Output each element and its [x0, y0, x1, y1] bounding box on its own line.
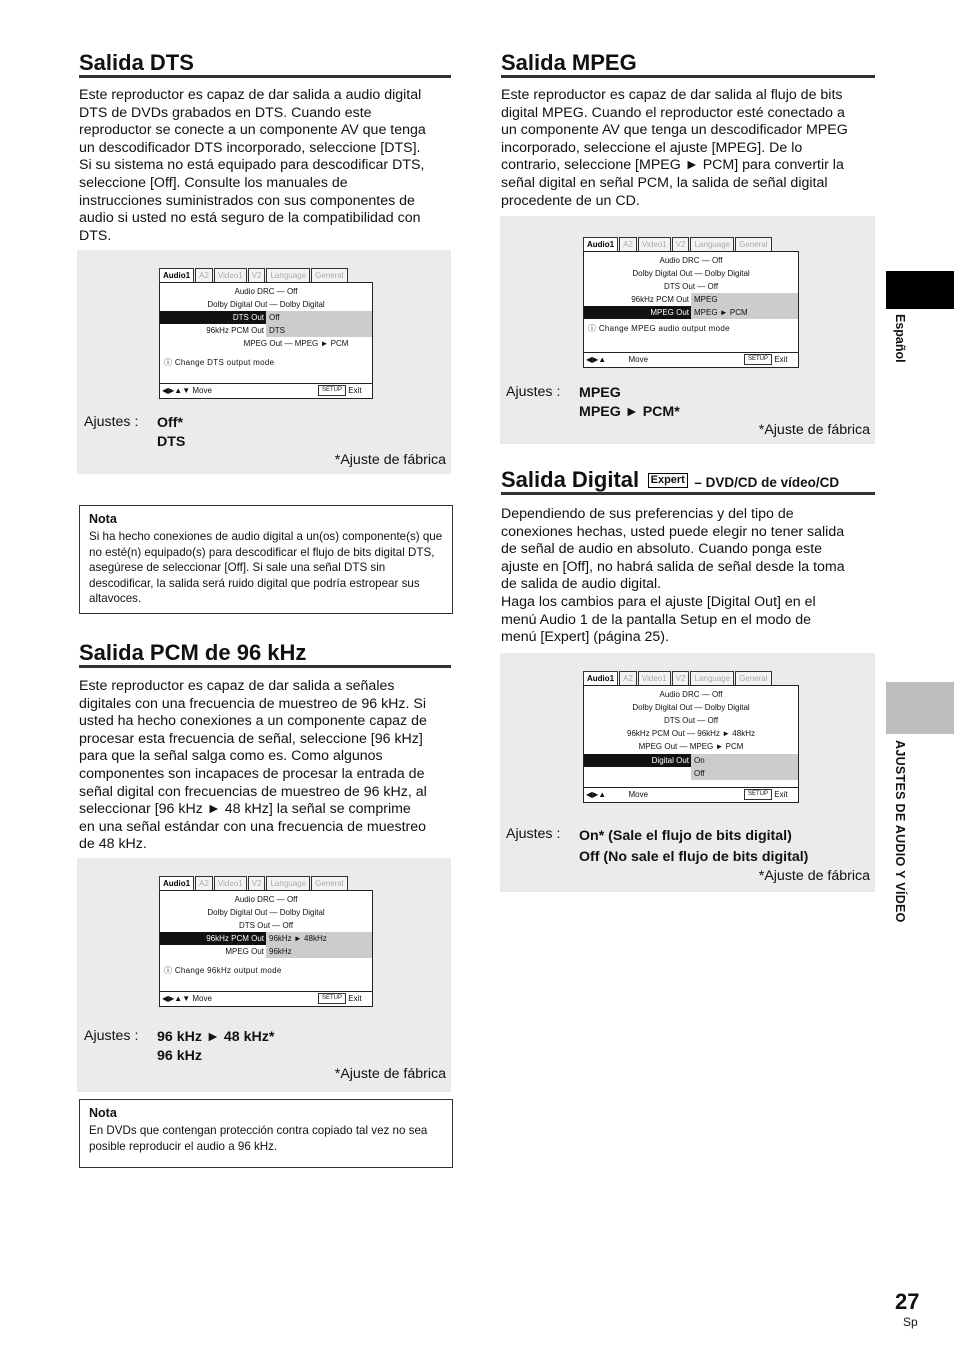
pcm-osd-screen [159, 876, 373, 1007]
osd-row-selected: MPEG Out MPEG ► PCM [584, 306, 798, 319]
osd-row: Audio DRC — Off [234, 895, 298, 904]
dts-fabrica-note: *Ajuste de fábrica [334, 452, 446, 468]
osd-row: Dolby Digital Out — Dolby Digital [632, 269, 750, 278]
osd-tabs [159, 268, 373, 282]
info-icon: ⓘ [588, 324, 599, 333]
osd-menu [583, 685, 799, 803]
osd-footer: ◀▶▲▼ Move SETUP Exit [160, 991, 372, 1006]
osd-tabs [159, 876, 373, 890]
nota-dts: Nota Si ha hecho conexiones de audio digital a un(os) componente(s) que no esté(n) equipado(s) para descodificar el flujo de bits digital DTS, asegúrese de seleccionar [Off]. Si sale una señal DTS sin descodificar, la salida será ruido digital que podría estropear sus altavoces. [79, 505, 453, 614]
pcm-fabrica-note: *Ajuste de fábrica [334, 1066, 446, 1082]
dts-title: Salida DTS [79, 50, 194, 75]
osd-tabs [583, 671, 799, 685]
tab-general: General [311, 268, 347, 282]
arrow-keys-icon: ◀▶▲ [586, 355, 607, 364]
osd-row: MPEG Out 96kHz [160, 945, 372, 958]
tab-audio1: Audio1 [583, 237, 618, 251]
tab-general: General [735, 671, 771, 685]
tab-a2: A2 [619, 237, 637, 251]
digital-fabrica-note: *Ajuste de fábrica [758, 868, 870, 884]
side-tab-black [886, 271, 954, 309]
side-language-label: Español [893, 314, 907, 363]
osd-footer: ◀▶▲ Move SETUP Exit [584, 787, 798, 802]
digital-osd-screen [583, 671, 799, 803]
digital-settings-panel [500, 653, 875, 892]
tab-audio1: Audio1 [159, 268, 194, 282]
osd-info: ⓘ Change DTS output mode [164, 358, 275, 367]
mpeg-title-rule [501, 75, 875, 78]
pcm-settings-panel [77, 858, 451, 1092]
digital-title-rule [501, 492, 875, 495]
osd-row: DTS Out — Off [663, 282, 719, 291]
tab-language: Language [690, 671, 734, 685]
osd-row: Dolby Digital Out — Dolby Digital [207, 300, 325, 309]
dts-ajustes-label: Ajustes : [84, 414, 139, 430]
dts-ajustes-values: Off* DTS [157, 415, 186, 450]
tab-video1: Video1 [214, 876, 247, 890]
tab-video1: Video1 [638, 671, 671, 685]
osd-menu [159, 890, 373, 1007]
digital-heading [501, 467, 839, 493]
digital-body: Dependiendo de sus preferencias y del tipo de conexiones hechas, usted puede elegir no tener salida de señal de audio en absoluto. Cuando ponga este ajuste en [Off], no habrá salida de señal desde la toma de salida de audio digital. Haga los cambios para el ajuste [Digital Out] en el menú Audio 1 de la pantalla Setup en el modo de menú [Expert] (página 25). [501, 506, 845, 646]
tab-v2: V2 [672, 671, 690, 685]
tab-language: Language [266, 876, 310, 890]
tab-video1: Video1 [214, 268, 247, 282]
osd-row: 96kHz PCM Out — 96kHz ► 48kHz [627, 729, 755, 738]
osd-row-selected: 96kHz PCM Out 96kHz ► 48kHz [160, 932, 372, 945]
dts-osd-screen [159, 268, 373, 399]
dts-body: Este reproductor es capaz de dar salida a audio digital DTS de DVDs grabados en DTS. Cuando este reproductor se conecte a un componente AV que tenga un descodificador DTS incorporado, seleccione [DTS]. Si su sistema no está equipado para descodificar DTS, seleccione [Off]. Consulte los manuales de instrucciones suministrados con sus componentes de audio si usted no está seguro de la compatibilidad con DTS. [79, 87, 426, 244]
tab-video1: Video1 [638, 237, 671, 251]
osd-row: MPEG Out — MPEG ► PCM [243, 339, 349, 348]
osd-tabs [583, 237, 799, 251]
mpeg-fabrica-note: *Ajuste de fábrica [758, 422, 870, 438]
page-lang-code: Sp [903, 1315, 918, 1329]
expert-badge: Expert [648, 473, 688, 488]
tab-general: General [735, 237, 771, 251]
osd-info: ⓘ Change MPEG audio output mode [588, 324, 730, 333]
tab-language: Language [266, 268, 310, 282]
osd-row: Audio DRC — Off [659, 690, 723, 699]
osd-row: 96kHz PCM Out MPEG [584, 293, 798, 306]
osd-footer: ◀▶▲▼ Move SETUP Exit [160, 383, 372, 398]
osd-row-selected: Digital Out On [584, 754, 798, 767]
tab-v2: V2 [672, 237, 690, 251]
mpeg-settings-panel [500, 216, 875, 444]
pcm-ajustes-values: 96 kHz ► 48 kHz* 96 kHz [157, 1029, 275, 1064]
tab-v2: V2 [248, 876, 266, 890]
osd-row: Dolby Digital Out — Dolby Digital [207, 908, 325, 917]
pcm-ajustes-label: Ajustes : [84, 1028, 139, 1044]
osd-row-selected: DTS Out Off [160, 311, 372, 324]
arrow-keys-icon: ◀▶▲▼ [162, 994, 191, 1003]
tab-a2: A2 [619, 671, 637, 685]
nota-pcm: Nota En DVDs que contengan protección contra copiado tal vez no sea posible reproducir el audio a 96 kHz. [79, 1099, 453, 1168]
tab-audio1: Audio1 [159, 876, 194, 890]
mpeg-body: Este reproductor es capaz de dar salida al flujo de bits digital MPEG. Cuando el reproductor esté conectado a un componente AV que tenga un descodificador MPEG incorporado, seleccione el ajuste [MPEG]. De lo contrario, seleccione [MPEG ► PCM] para convertir la señal digital en señal PCM, la salida de señal digital procedente de un CD. [501, 87, 848, 209]
pcm-title: Salida PCM de 96 kHz [79, 640, 307, 665]
osd-row: DTS Out — Off [663, 716, 719, 725]
osd-info: ⓘ Change 96kHz output mode [164, 966, 282, 975]
info-icon: ⓘ [164, 358, 175, 367]
arrow-keys-icon: ◀▶▲ [586, 790, 607, 799]
tab-a2: A2 [195, 268, 213, 282]
side-tab-gray [886, 682, 954, 734]
osd-menu [159, 282, 373, 399]
osd-row: 96kHz PCM Out DTS [160, 324, 372, 337]
tab-a2: A2 [195, 876, 213, 890]
pcm-title-rule [79, 665, 451, 668]
osd-menu [583, 251, 799, 368]
digital-ajustes-label: Ajustes : [506, 826, 561, 842]
osd-row: DTS Out — Off [238, 921, 294, 930]
osd-row: Dolby Digital Out — Dolby Digital [632, 703, 750, 712]
tab-v2: V2 [248, 268, 266, 282]
tab-general: General [311, 876, 347, 890]
mpeg-osd-screen [583, 237, 799, 368]
osd-footer: ◀▶▲ Move SETUP Exit [584, 352, 798, 367]
dts-settings-panel [77, 250, 451, 474]
digital-subtitle: – DVD/CD de vídeo/CD [694, 475, 840, 490]
osd-row: Audio DRC — Off [234, 287, 298, 296]
info-icon: ⓘ [164, 966, 175, 975]
osd-row: MPEG Out — MPEG ► PCM [638, 742, 744, 751]
tab-audio1: Audio1 [583, 671, 618, 685]
side-chapter-label: AJUSTES DE AUDIO Y VÍDEO [893, 740, 907, 923]
dts-title-rule [79, 75, 451, 78]
mpeg-ajustes-label: Ajustes : [506, 384, 561, 400]
mpeg-title: Salida MPEG [501, 50, 637, 75]
digital-title: Salida Digital [501, 467, 640, 492]
osd-row: Audio DRC — Off [659, 256, 723, 265]
pcm-body: Este reproductor es capaz de dar salida a señales digitales con una frecuencia de muestreo de 96 kHz. Si usted ha hecho conexiones a un componente capaz de procesar esta frecuencia de señal, seleccione [96 kHz] para que la señal salga como es. Como algunos componentes son incapaces de procesar la entrada de señal digital con frecuencias de muestreo de 96 kHz, al seleccionar [96 kHz ► 48 kHz] la señal se comprime en una señal estándar con una frecuencia de muestreo de 48 kHz. [79, 678, 427, 853]
tab-language: Language [690, 237, 734, 251]
digital-ajustes-values: On* (Sale el flujo de bits digital) Off (No sale el flujo de bits digital) [579, 828, 809, 865]
mpeg-ajustes-values: MPEG MPEG ► PCM* [579, 385, 680, 420]
page-number: 27 [895, 1289, 920, 1314]
osd-row: Off [584, 767, 798, 780]
arrow-keys-icon: ◀▶▲▼ [162, 386, 191, 395]
